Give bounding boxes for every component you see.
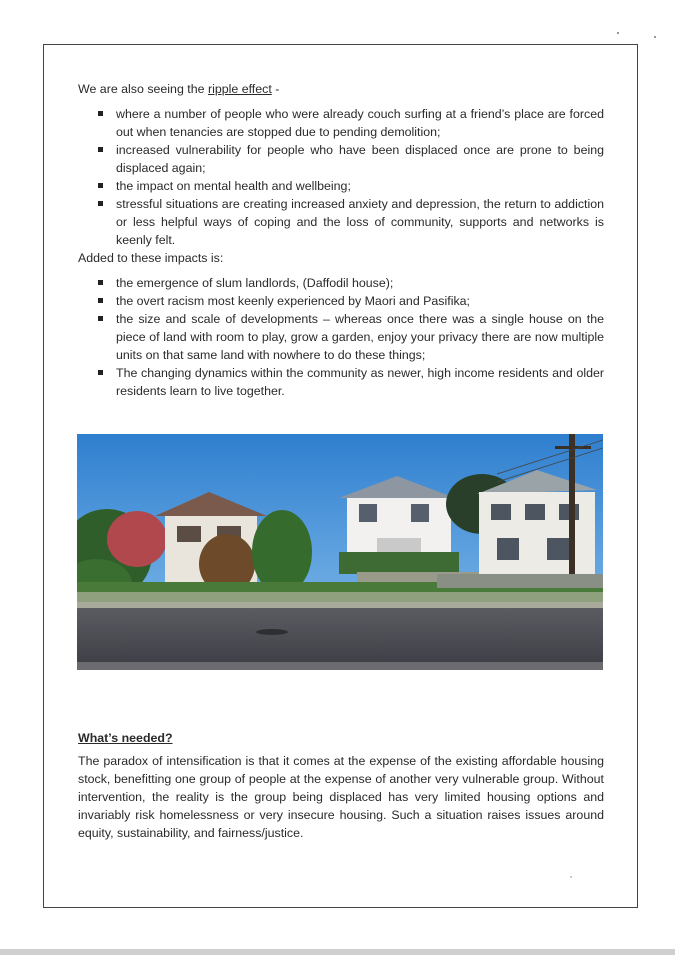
ripple-effect-list (78, 105, 604, 249)
scan-speck (654, 36, 656, 38)
list-item: the size and scale of developments – whereas once there was a single house on the piece of land with room to play, grow a garden, enjoy your privacy there are now multiple units on that same land with nowhere to do these things; (78, 310, 604, 364)
whats-needed-heading: What’s needed? (78, 731, 173, 745)
added-impacts-list (78, 274, 604, 400)
ripple-intro-suffix: - (271, 82, 280, 96)
ripple-intro (78, 80, 604, 98)
street-houses-photo (77, 434, 603, 670)
street-houses-illustration (77, 434, 603, 670)
list-item: stressful situations are creating increased anxiety and depression, the return to addiction or less helpful ways of coping and the loss of community, supports and networks is keenly felt. (78, 195, 604, 249)
list-item: increased vulnerability for people who have been displaced once are prone to being displaced again; (78, 141, 604, 177)
list-item: The changing dynamics within the community as newer, high income residents and older residents learn to live together. (78, 364, 604, 400)
list-item: the emergence of slum landlords, (Daffodil house); (78, 274, 604, 292)
ripple-effect-term: ripple effect (207, 82, 272, 96)
scan-speck (570, 876, 572, 878)
list-item: the impact on mental health and wellbeing; (78, 177, 604, 195)
list-item: the overt racism most keenly experienced by Maori and Pasifika; (78, 292, 604, 310)
list-item: where a number of people who were already couch surfing at a friend’s place are forced out when tenancies are stopped due to pending demolition; (78, 105, 604, 141)
added-impacts-intro: Added to these impacts is: (78, 251, 224, 265)
whats-needed-body: The paradox of intensification is that it comes at the expense of the existing affordable housing stock, benefitting one group of people at the expense of another very vulnerable group. Without intervention, the reality is the group being displaced has very limited housing options and invariably risk homelessness or very insecure housing. Such a situation raises issues around equity, sustainability, and fairness/justice. (78, 754, 604, 840)
scan-edge (0, 949, 675, 955)
ripple-intro-prefix: We are also seeing the (78, 82, 208, 96)
scan-speck (617, 32, 619, 34)
